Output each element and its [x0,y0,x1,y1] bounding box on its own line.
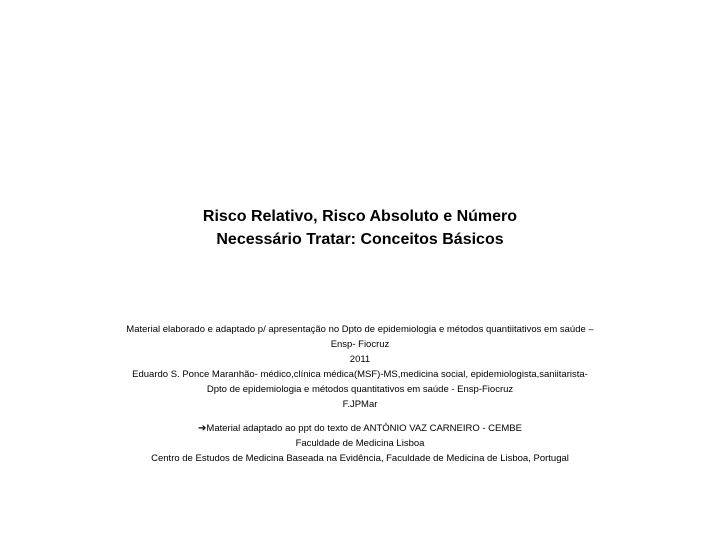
credits-block [0,322,720,466]
credits-line-1: Material elaborado e adaptado p/ apresentação no Dpto de epidemiologia e métodos quantiitativos em saúde – [126,324,594,335]
credits-line-7: Material adaptado ao ppt do texto de ANTÓNIO VAZ CARNEIRO - CEMBE [206,423,522,434]
credits-line-8: Faculdade de Medicina Lisboa [295,438,425,449]
credits-line-2: Ensp- Fiocruz [330,339,390,350]
credits-line-9: Centro de Estudos de Medicina Baseada na Evidência, Faculdade de Medicina de Lisboa, Portugal [151,453,569,464]
credits-line-4: Eduardo S. Ponce Maranhão- médico,clínica médica(MSF)-MS,medicina social, epidemiologista,saniitarista- [132,369,588,380]
title-line-2: Necessário Tratar: Conceitos Básicos [216,231,504,248]
credits-line-6: F.JPMar [342,399,378,410]
slide-title [0,205,720,251]
credits-line-7-row [0,421,720,436]
arrow-right-icon: ➔ [198,423,207,434]
credits-line-3: 2011 [349,354,371,365]
title-line-1: Risco Relativo, Risco Absoluto e Número [202,208,518,225]
spacer [0,412,720,421]
credits-line-5: Dpto de epidemiologia e métodos quantitativos em saúde - Ensp-Fiocruz [206,384,514,395]
